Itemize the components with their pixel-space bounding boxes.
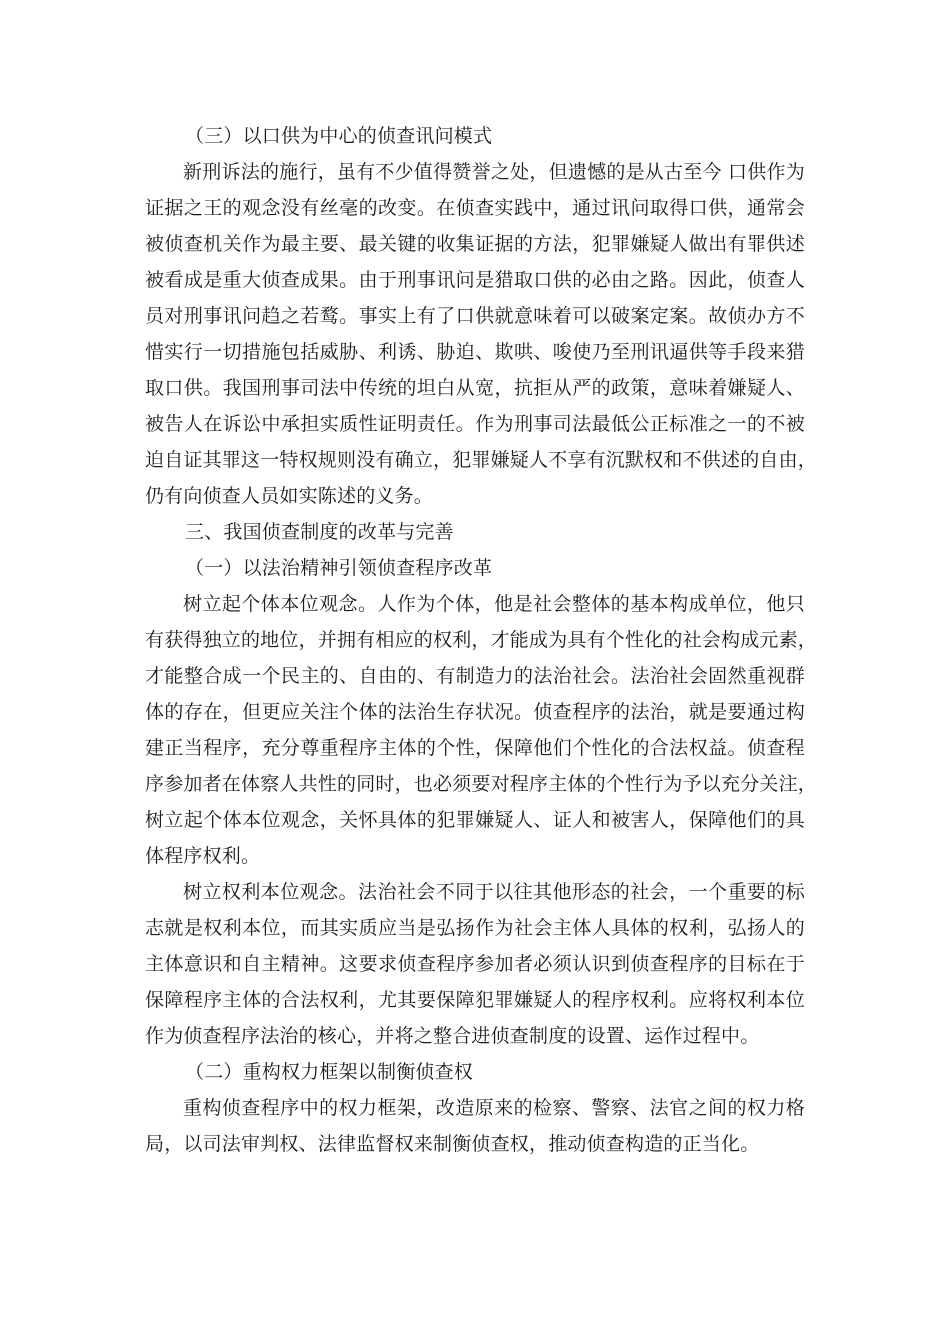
- section-heading: 三、我国侦查制度的改革与完善: [185, 521, 454, 543]
- paragraph-line: 证据之王的观念没有丝毫的改变。在侦查实践中，通过讯问取得口供，通常会: [145, 197, 805, 219]
- paragraph-line: 局，以司法审判权、法律监督权来制衡侦查权，推动侦查构造的正当化。: [145, 1133, 760, 1155]
- subheading: （二）重构权力框架以制衡侦查权: [185, 1061, 474, 1083]
- paragraph-line: 重构侦查程序中的权力框架，改造原来的检察、警察、法官之间的权力格: [183, 1097, 805, 1119]
- paragraph-line: 迫自证其罪这一特权规则没有确立，犯罪嫌疑人不享有沉默权和不供述的自由，: [145, 449, 818, 471]
- paragraph-line: 惜实行一切措施包括威胁、利诱、胁迫、欺哄、唆使乃至刑讯逼供等手段来猎: [145, 341, 805, 363]
- paragraph-line: 序参加者在体察人共性的同时，也必须要对程序主体的个性行为予以充分关注，: [145, 773, 818, 795]
- paragraph-line: 建正当程序，充分尊重程序主体的个性，保障他们个性化的合法权益。侦查程: [145, 737, 805, 759]
- paragraph-line: 树立起个体本位观念。人作为个体，他是社会整体的基本构成单位，他只: [183, 593, 805, 615]
- paragraph-line: 有获得独立的地位，并拥有相应的权利，才能成为具有个性化的社会构成元素，: [145, 629, 818, 651]
- paragraph-line: 主体意识和自主精神。这要求侦查程序参加者必须认识到侦查程序的目标在于: [145, 953, 805, 975]
- paragraph-line: 仍有向侦查人员如实陈述的义务。: [145, 485, 434, 507]
- paragraph-line: 被侦查机关作为最主要、最关键的收集证据的方法，犯罪嫌疑人做出有罪供述: [145, 233, 805, 255]
- document-body: [145, 118, 818, 1162]
- paragraph-line: 被告人在诉讼中承担实质性证明责任。作为刑事司法最低公正标准之一的不被: [145, 413, 805, 435]
- paragraph-line: 保障程序主体的合法权利，尤其要保障犯罪嫌疑人的程序权利。应将权利本位: [145, 989, 805, 1011]
- paragraph-line: 体的存在，但更应关注个体的法治生存状况。侦查程序的法治，就是要通过构: [145, 701, 805, 723]
- paragraph-line: 才能整合成一个民主的、自由的、有制造力的法治社会。法治社会固然重视群: [145, 665, 805, 687]
- paragraph-line: 取口供。我国刑事司法中传统的坦白从宽，抗拒从严的政策，意味着嫌疑人、: [145, 377, 805, 399]
- subheading: （一）以法治精神引领侦查程序改革: [185, 557, 493, 579]
- paragraph-line: 员对刑事讯问趋之若鹜。事实上有了口供就意味着可以破案定案。故侦办方不: [145, 305, 805, 327]
- subheading: （三）以口供为中心的侦查讯问模式: [185, 125, 493, 147]
- paragraph-line: 新刑诉法的施行，虽有不少值得赞誉之处，但遗憾的是从古至今 口供作为: [183, 161, 805, 183]
- paragraph-line: 作为侦查程序法治的核心，并将之整合进侦查制度的设置、运作过程中。: [145, 1025, 760, 1047]
- paragraph-line: 志就是权利本位，而其实质应当是弘扬作为社会主体人具体的权利，弘扬人的: [145, 917, 805, 939]
- paragraph-line: 体程序权利。: [145, 845, 261, 867]
- paragraph-line: 树立起个体本位观念，关怀具体的犯罪嫌疑人、证人和被害人，保障他们的具: [145, 809, 805, 831]
- paragraph-line: 树立权利本位观念。法治社会不同于以往其他形态的社会，一个重要的标: [183, 881, 805, 903]
- paragraph-line: 被看成是重大侦查成果。由于刑事讯问是猎取口供的必由之路。因此，侦查人: [145, 269, 805, 291]
